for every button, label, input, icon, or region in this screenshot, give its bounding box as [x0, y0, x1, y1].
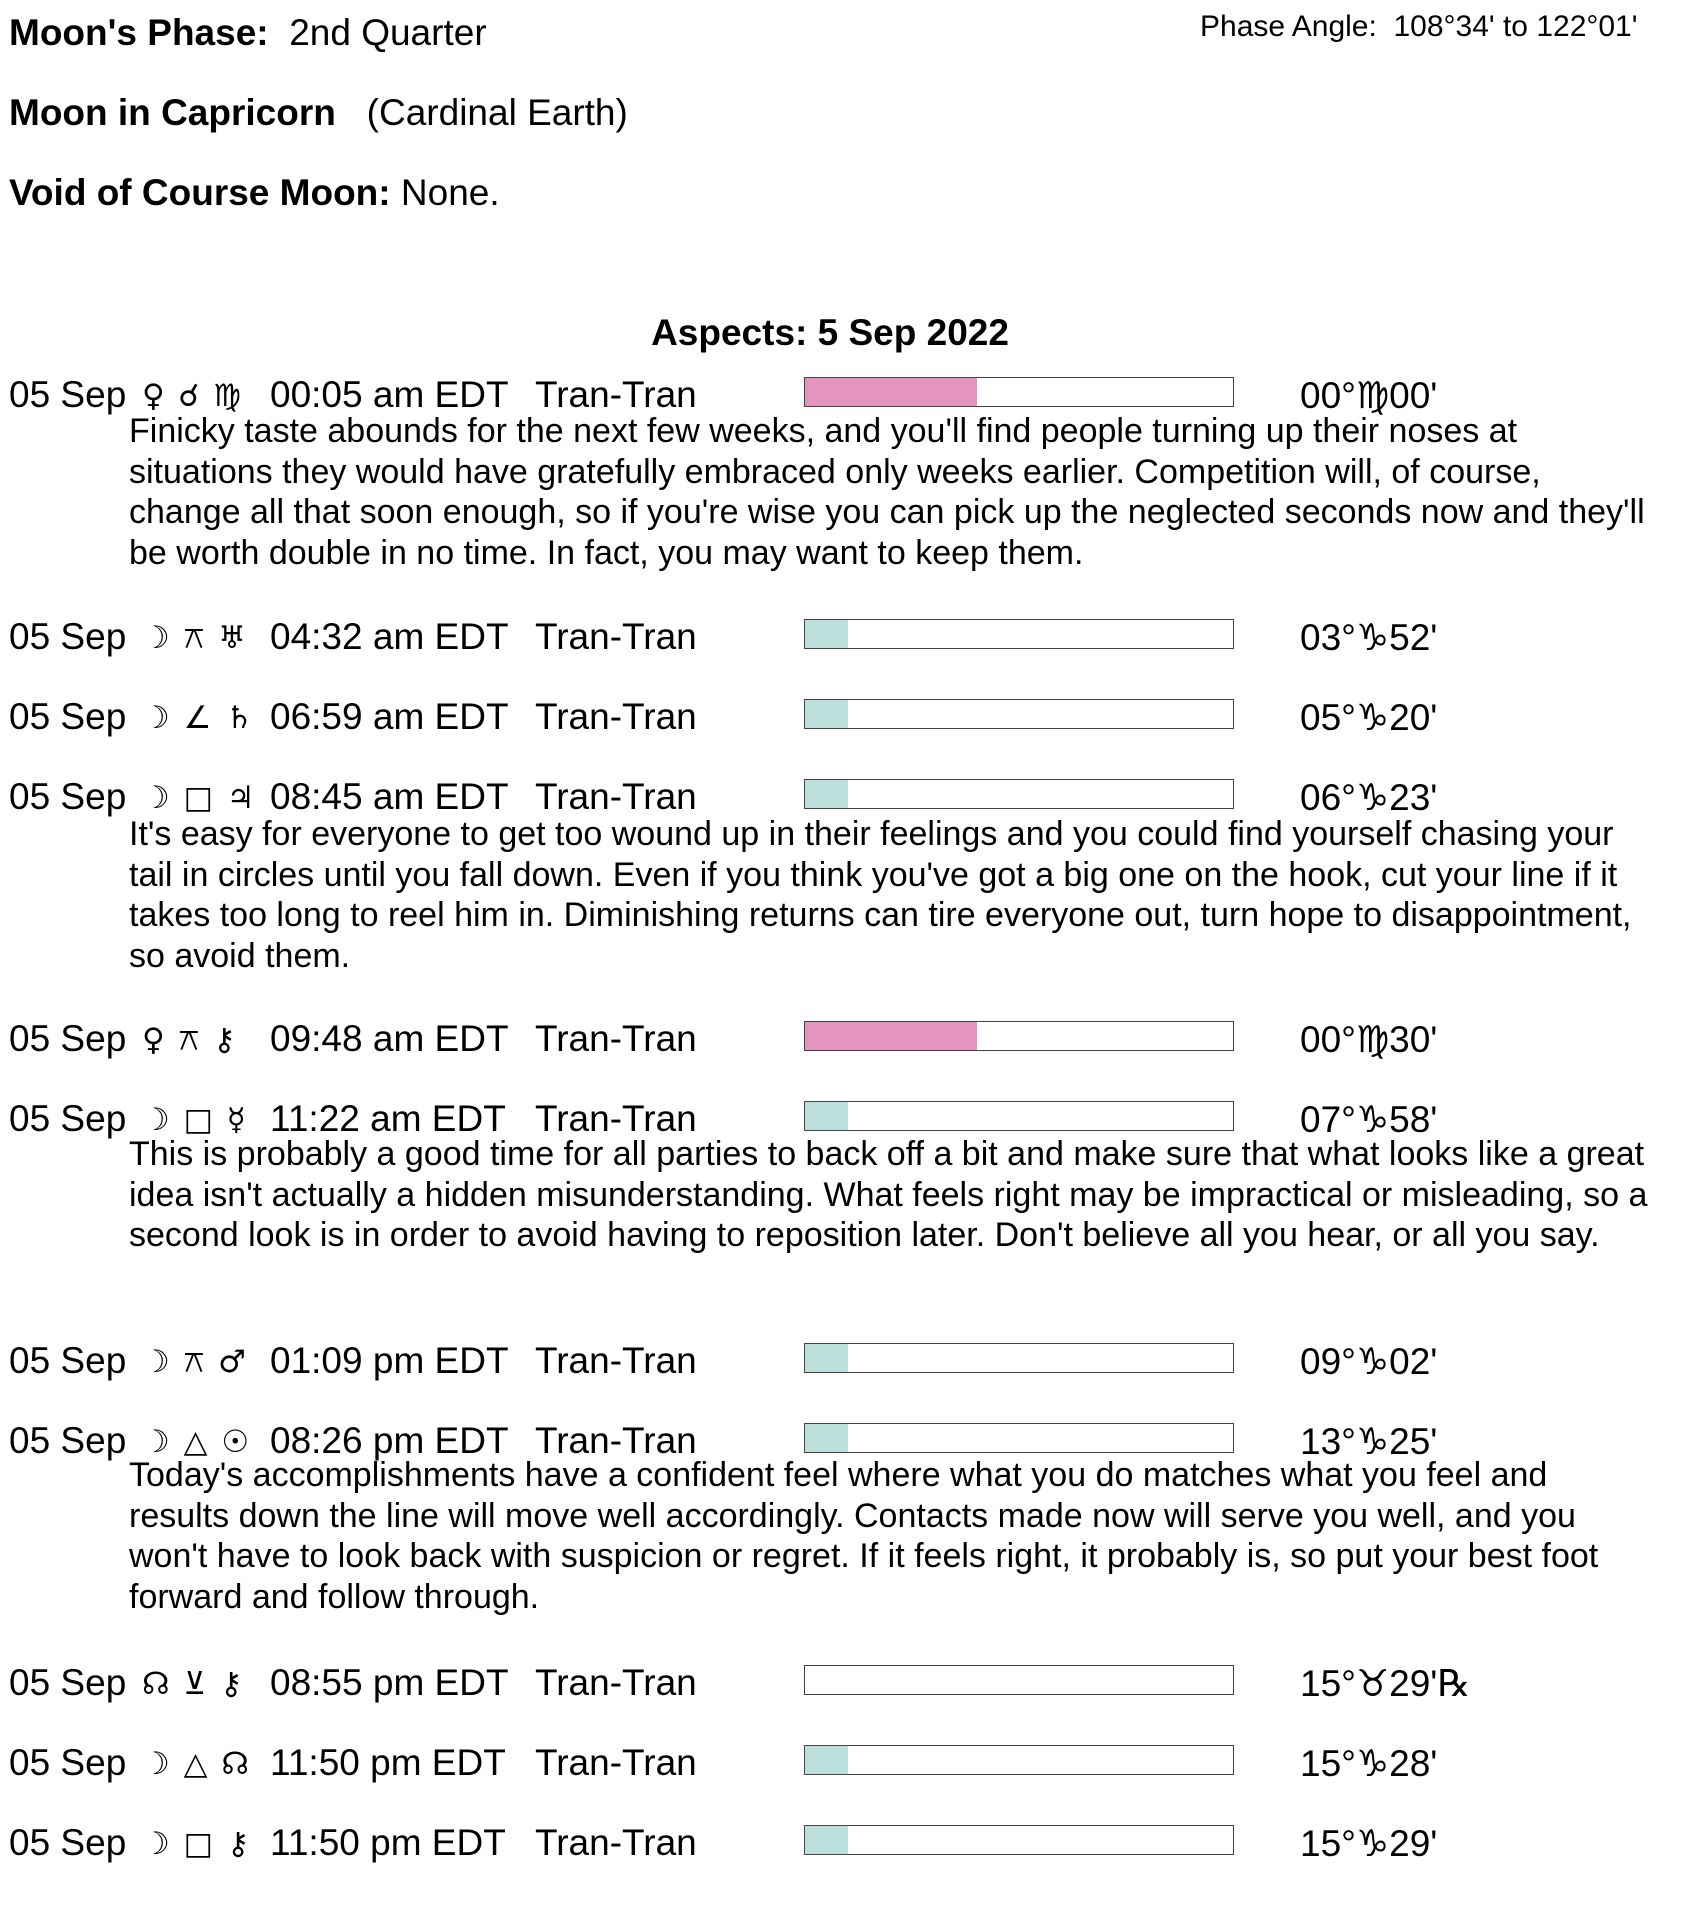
aspect-time: 11:50 pm EDT	[270, 1822, 506, 1863]
aspect-strength-fill	[805, 378, 977, 406]
void-of-course	[9, 172, 500, 214]
aspect-glyphs: ☊ ⊻ ⚷	[142, 1666, 245, 1702]
aspect-kind: Tran-Tran	[535, 696, 697, 737]
phase-angle	[1200, 10, 1637, 44]
aspect-row	[0, 1340, 1686, 1400]
aspect-time: 08:55 pm EDT	[270, 1662, 509, 1703]
aspect-strength-bar	[804, 619, 1234, 649]
aspect-strength-bar	[804, 1021, 1234, 1051]
aspect-position: 07°♑58'	[1300, 1099, 1438, 1140]
moon-sign	[9, 92, 628, 134]
aspect-description: It's easy for everyone to get too wound up in their feelings and you could find yourself chasing your tail in circles until you fall down. Even if you think you've got a big one on the hook, cut your line if it takes too long to reel him in. Diminishing returns can tire everyone out, turn hope to disappointment, so avoid them.	[129, 815, 1632, 975]
aspect-kind: Tran-Tran	[535, 1340, 697, 1381]
aspect-row	[0, 616, 1686, 676]
aspect-description: This is probably a good time for all parties to back off a bit and make sure that what looks like a great idea isn't actually a hidden misunderstanding. What feels right may be impractical or misleading, so a second look is in order to avoid having to reposition later. Don't believe all you hear, or all you say.	[129, 1135, 1648, 1254]
aspect-strength-fill	[805, 780, 848, 808]
moon-sign-detail: (Cardinal Earth)	[366, 92, 628, 133]
aspect-kind: Tran-Tran	[535, 374, 697, 415]
aspect-description: Today's accomplishments have a confident feel where what you do matches what you feel and results down the line will move well accordingly. Contacts made now will serve you well, and you won't have to look back with suspicion or regret. If it feels right, it probably is, so put your best foot forward and follow through.	[129, 1456, 1599, 1616]
aspect-time: 08:26 pm EDT	[270, 1420, 509, 1461]
aspect-row	[0, 1662, 1686, 1722]
aspect-strength-fill	[805, 700, 848, 728]
aspect-glyphs: ♀ ☌ ♍	[142, 378, 244, 414]
aspect-strength-bar	[804, 779, 1234, 809]
aspect-position: 13°♑25'	[1300, 1421, 1438, 1462]
aspect-time: 11:50 pm EDT	[270, 1742, 506, 1783]
aspect-time: 00:05 am EDT	[270, 374, 509, 415]
aspect-glyphs: ☽ ⚻ ♂	[142, 1344, 248, 1380]
aspect-strength-fill	[805, 1826, 848, 1854]
moon-sign-label: Moon in Capricorn	[9, 92, 336, 133]
aspect-glyphs: ☽ △ ☉	[142, 1424, 252, 1460]
aspect-date: 05 Sep	[9, 1098, 127, 1139]
aspect-time: 08:45 am EDT	[270, 776, 509, 817]
aspect-strength-fill	[805, 1424, 848, 1452]
aspect-strength-bar	[804, 1343, 1234, 1373]
aspect-glyphs: ♀ ⚻ ⚷	[142, 1022, 238, 1058]
aspect-date: 05 Sep	[9, 1822, 127, 1863]
aspect-date: 05 Sep	[9, 1340, 127, 1381]
aspect-strength-fill	[805, 620, 848, 648]
phase-angle-label: Phase Angle:	[1200, 10, 1377, 43]
aspect-date: 05 Sep	[9, 1018, 127, 1059]
aspect-strength-bar	[804, 1665, 1234, 1695]
aspect-glyphs: ☽ □ ⚷	[142, 1826, 252, 1862]
aspect-position: 15°♑29'	[1300, 1823, 1438, 1864]
aspect-strength-bar	[804, 377, 1234, 407]
aspect-strength-fill	[805, 1344, 848, 1372]
aspect-date: 05 Sep	[9, 1662, 127, 1703]
void-of-course-label: Void of Course Moon:	[9, 172, 391, 213]
aspect-strength-bar	[804, 1101, 1234, 1131]
aspect-kind: Tran-Tran	[535, 1018, 697, 1059]
moon-phase	[9, 12, 487, 54]
aspect-row	[0, 696, 1686, 756]
aspect-glyphs: ☽ △ ☊	[142, 1746, 251, 1782]
aspect-position: 15°♑28'	[1300, 1743, 1438, 1784]
aspect-position: 09°♑02'	[1300, 1341, 1438, 1382]
aspect-row	[0, 1822, 1686, 1882]
aspect-glyphs: ☽ ∠ ♄	[142, 700, 256, 736]
aspect-strength-fill	[805, 1102, 848, 1130]
aspect-row	[0, 1018, 1686, 1078]
aspect-time: 09:48 am EDT	[270, 1018, 509, 1059]
void-of-course-value: None.	[400, 172, 500, 213]
aspect-glyphs: ☽ ⚻ ♅	[142, 620, 248, 656]
aspect-kind: Tran-Tran	[535, 1420, 697, 1461]
aspect-kind: Tran-Tran	[535, 616, 697, 657]
aspect-glyphs: ☽ □ ☿	[142, 1102, 248, 1138]
aspect-position: 06°♑23'	[1300, 777, 1438, 818]
aspect-time: 01:09 pm EDT	[270, 1340, 509, 1381]
moon-phase-label: Moon's Phase:	[9, 12, 269, 53]
aspect-position: 03°♑52'	[1300, 617, 1438, 658]
aspect-strength-bar	[804, 1825, 1234, 1855]
aspect-glyphs: ☽ □ ♃	[142, 780, 257, 816]
aspect-kind: Tran-Tran	[535, 1822, 697, 1863]
aspect-date: 05 Sep	[9, 696, 127, 737]
aspect-time: 06:59 am EDT	[270, 696, 509, 737]
aspect-kind: Tran-Tran	[535, 1662, 697, 1703]
aspect-strength-bar	[804, 699, 1234, 729]
aspect-kind: Tran-Tran	[535, 1098, 697, 1139]
aspect-strength-fill	[805, 1746, 848, 1774]
aspect-description: Finicky taste abounds for the next few weeks, and you'll find people turning up their noses at situations they would have gratefully embraced only weeks earlier. Competition will, of course, change all that soon enough, so if you're wise you can pick up the neglected seconds now and they'll be worth double in no time. In fact, you may want to keep them.	[129, 412, 1645, 572]
aspect-position: 15°♉29'℞	[1300, 1663, 1471, 1704]
aspect-kind: Tran-Tran	[535, 776, 697, 817]
aspect-position: 00°♍00'	[1300, 375, 1438, 416]
aspect-date: 05 Sep	[9, 776, 127, 817]
aspects-title: Aspects: 5 Sep 2022	[651, 312, 1009, 353]
aspect-row	[0, 1742, 1686, 1802]
aspect-time: 04:32 am EDT	[270, 616, 509, 657]
aspect-date: 05 Sep	[9, 374, 127, 415]
aspect-position: 00°♍30'	[1300, 1019, 1438, 1060]
aspect-strength-bar	[804, 1745, 1234, 1775]
aspect-time: 11:22 am EDT	[270, 1098, 506, 1139]
aspect-date: 05 Sep	[9, 616, 127, 657]
aspect-position: 05°♑20'	[1300, 697, 1438, 738]
aspect-date: 05 Sep	[9, 1742, 127, 1783]
aspect-date: 05 Sep	[9, 1420, 127, 1461]
phase-angle-value: 108°34' to 122°01'	[1393, 10, 1638, 43]
moon-phase-value: 2nd Quarter	[289, 12, 487, 53]
aspect-strength-bar	[804, 1423, 1234, 1453]
aspect-kind: Tran-Tran	[535, 1742, 697, 1783]
aspect-strength-fill	[805, 1022, 977, 1050]
